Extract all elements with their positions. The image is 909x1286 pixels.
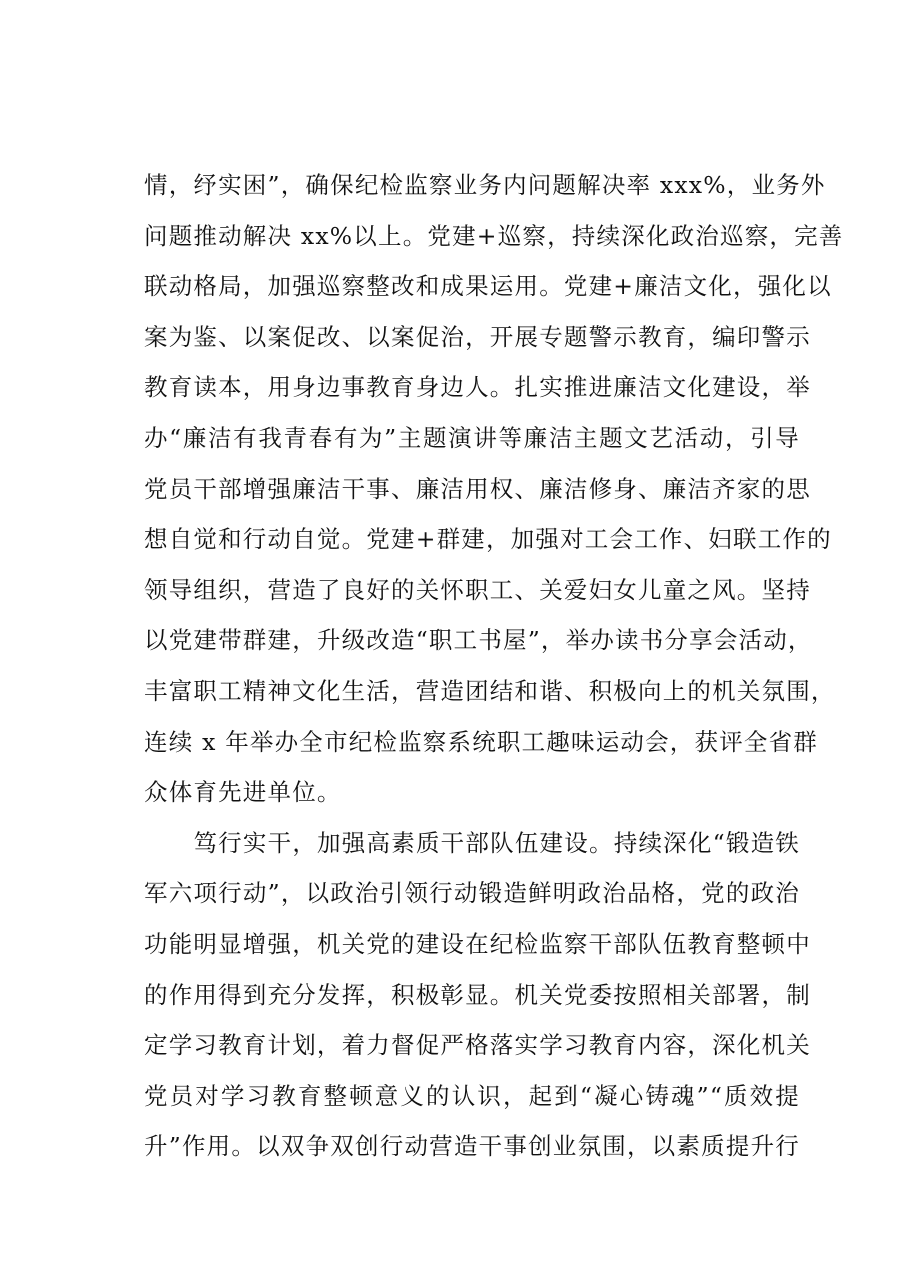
text-line: 定学习教育计划，着力督促严格落实学习教育内容，深化机关 xyxy=(144,1031,811,1060)
text-line: 办“廉洁有我青春有为”主题演讲等廉洁主题文艺活动，引导 xyxy=(144,423,800,452)
text-line: 党员对学习教育整顿意义的认识，起到“凝心铸魂”“质效提 xyxy=(144,1081,800,1110)
text-line: 联动格局，加强巡察整改和成果运用。党建+廉洁文化，强化以 xyxy=(144,272,832,301)
text-line: 问题推动解决 xx%以上。党建+巡察，持续深化政治巡察，完善 xyxy=(144,221,844,250)
text-line: 党员干部增强廉洁干事、廉洁用权、廉洁修身、廉洁齐家的思 xyxy=(144,474,811,503)
text-line: 的作用得到充分发挥，积极彰显。机关党委按照相关部署，制 xyxy=(144,980,811,1009)
text-line: 军六项行动”，以政治引领行动锻造鲜明政治品格，党的政治 xyxy=(144,879,800,908)
text-line: 功能明显增强，机关党的建设在纪检监察干部队伍教育整顿中 xyxy=(144,929,811,958)
text-line: 升”作用。以双争双创行动营造干事创业氛围，以素质提升行 xyxy=(144,1132,800,1161)
text-line: 以党建带群建，升级改造“职工书屋”，举办读书分享会活动， xyxy=(144,626,813,655)
text-line: 领导组织，营造了良好的关怀职工、关爱妇女儿童之风。坚持 xyxy=(144,575,811,604)
text-line: 案为鉴、以案促改、以案促治，开展专题警示教育，编印警示 xyxy=(144,322,811,351)
body-text xyxy=(144,160,844,1172)
text-line: 众体育先进单位。 xyxy=(144,778,342,807)
text-line: 笃行实干，加强高素质干部队伍建设。持续深化“锻造铁 xyxy=(144,828,800,857)
text-line: 想自觉和行动自觉。党建+群建，加强对工会工作、妇联工作的 xyxy=(144,525,832,554)
text-line: 情，纾实困”，确保纪检监察业务内问题解决率 xxx%，业务外 xyxy=(144,171,826,199)
text-line: 教育读本，用身边事教育身边人。扎实推进廉洁文化建设，举 xyxy=(144,373,811,402)
text-line: 丰富职工精神文化生活，营造团结和谐、积极向上的机关氛围， xyxy=(144,676,836,705)
text-line: 连续 x 年举办全市纪检监察系统职工趣味运动会，获评全省群 xyxy=(144,727,818,756)
